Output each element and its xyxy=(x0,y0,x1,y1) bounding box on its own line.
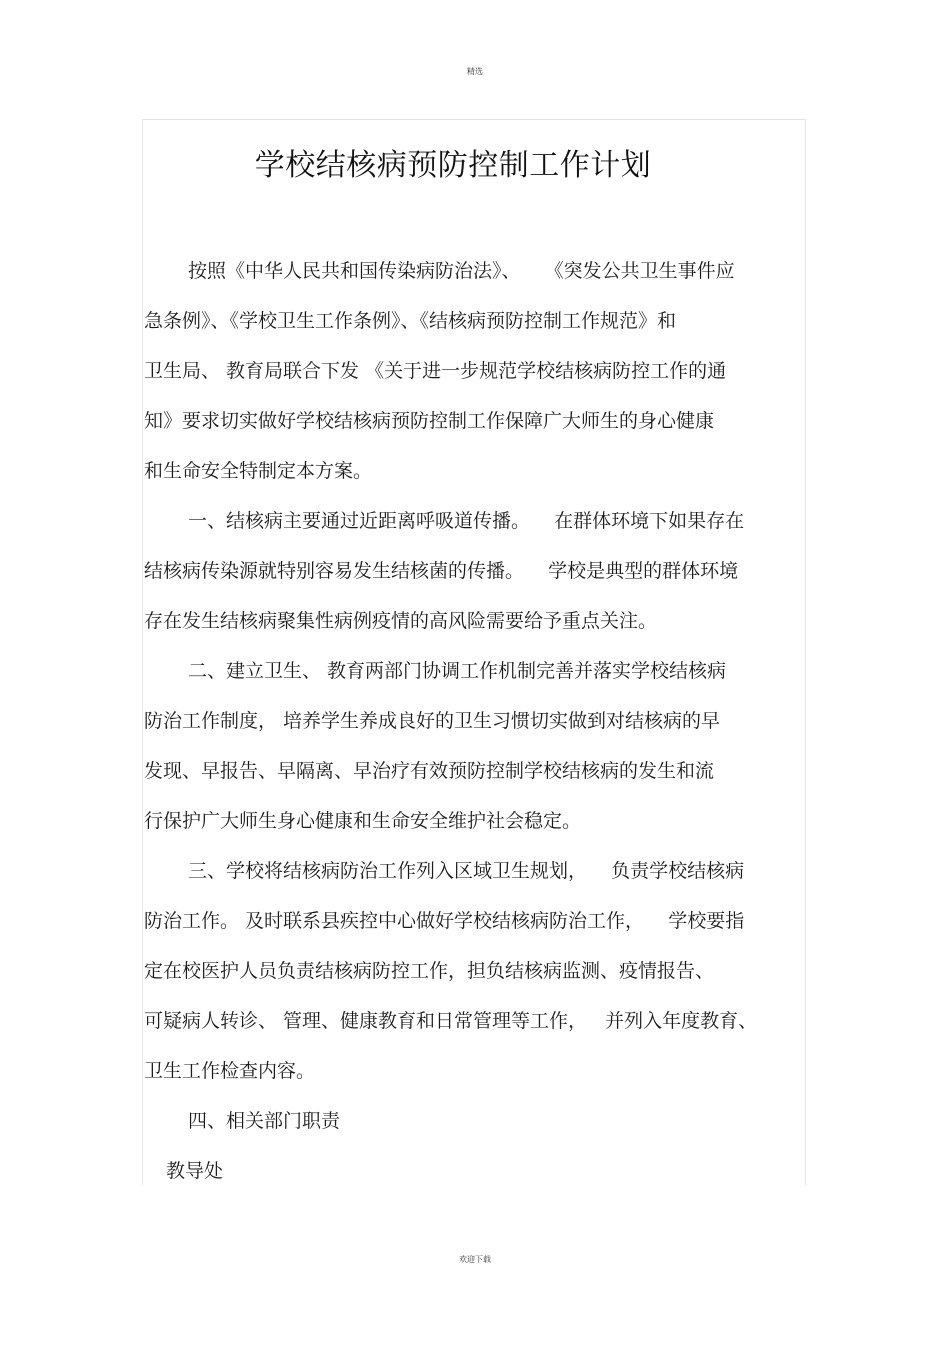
paragraph-line: 结核病传染源就特别容易发生结核菌的传播。 学校是典型的群体环境 xyxy=(144,560,739,582)
document-title: 学校结核病预防控制工作计划 xyxy=(254,148,652,183)
paragraph-line: 防治工作制度， 培养学生养成良好的卫生习惯切实做到对结核病的早 xyxy=(144,710,721,732)
paragraph-line: 急条例》、《学校卫生工作条例》、《结核病预防控制工作规范》和 xyxy=(144,310,677,332)
paragraph-line: 卫生局、 教育局联合下发 《关于进一步规范学校结核病防控工作的通 xyxy=(144,360,727,382)
header-watermark-label: 精选 xyxy=(467,67,483,76)
paragraph-line: 一、结核病主要通过近距离呼吸道传播。 在群体环境下如果存在 xyxy=(188,510,745,532)
paragraph-line: 按照《中华人民共和国传染病防治法》、 《突发公共卫生事件应 xyxy=(188,260,735,282)
paragraph-line: 定在校医护人员负责结核病防控工作，担负结核病监测、疫情报告、 xyxy=(144,960,715,982)
paragraph-line: 卫生工作检查内容。 xyxy=(144,1060,316,1082)
paragraph-line: 发现、早报告、早隔离、早治疗有效预防控制学校结核病的发生和流 xyxy=(144,760,715,782)
paragraph-line: 存在发生结核病聚集性病例疫情的高风险需要给予重点关注。 xyxy=(144,610,658,632)
section-heading: 四、相关部门职责 xyxy=(188,1110,341,1132)
paragraph-line: 知》要求切实做好学校结核病预防控制工作保障广大师生的身心健康 xyxy=(144,410,715,432)
paragraph-line: 可疑病人转诊、 管理、健康教育和日常管理等工作， 并列入年度教育、 xyxy=(144,1010,758,1032)
footer-watermark-label: 欢迎下载 xyxy=(459,1255,491,1264)
paragraph-line: 和生命安全特制定本方案。 xyxy=(144,460,373,482)
paragraph-line: 防治工作。 及时联系县疾控中心做好学校结核病防治工作， 学校要指 xyxy=(144,910,745,932)
subsection-heading: 教导处 xyxy=(166,1160,224,1182)
paragraph-line: 三、学校将结核病防治工作列入区域卫生规划， 负责学校结核病 xyxy=(188,860,745,882)
paragraph-line: 行保护广大师生身心健康和生命安全维护社会稳定。 xyxy=(144,810,582,832)
paragraph-line: 二、建立卫生、 教育两部门协调工作机制完善并落实学校结核病 xyxy=(188,660,727,682)
